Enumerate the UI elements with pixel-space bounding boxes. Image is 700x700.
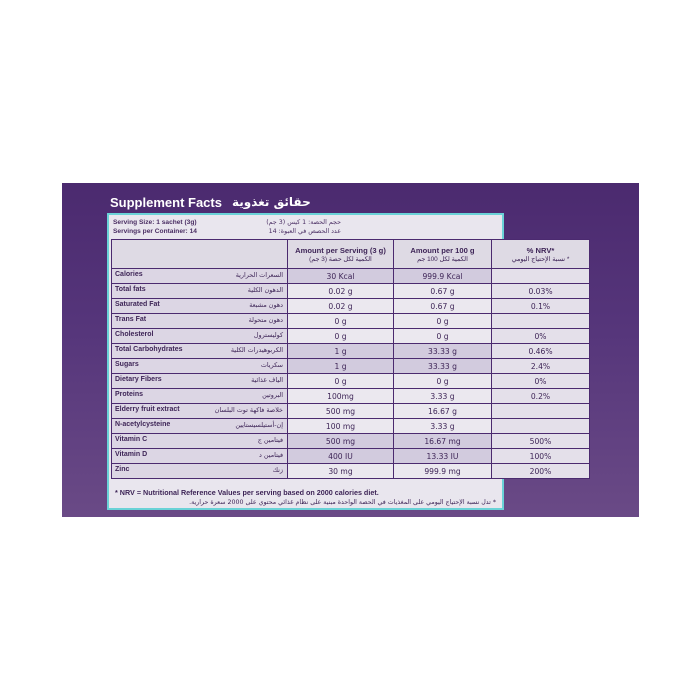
- nutrient-cell: [112, 299, 288, 314]
- title-english: Supplement Facts: [110, 194, 222, 210]
- nrv-percent: 100%: [492, 449, 590, 464]
- amount-per-100g: 13.33 IU: [394, 449, 492, 464]
- nutrient-cell: [112, 434, 288, 449]
- nrv-percent: [492, 269, 590, 284]
- amount-per-serving: 30 Kcal: [288, 269, 394, 284]
- facts-sheet: [107, 213, 570, 510]
- nutrient-name-ar: دهون مشبعة: [249, 301, 283, 309]
- nutrient-name-ar: فيتامين ج: [257, 436, 283, 444]
- nutrient-name-en: Total Carbohydrates: [115, 346, 183, 353]
- nutrient-cell: [112, 464, 288, 479]
- nutrient-cell: [112, 404, 288, 419]
- nutrient-name-ar: الدهون الكلية: [247, 286, 283, 294]
- nrv-percent: 500%: [492, 434, 590, 449]
- nutrient-name-ar: السعرات الحرارية: [235, 271, 283, 279]
- table-row: [112, 299, 590, 314]
- nutrient-name-en: Cholesterol: [115, 331, 154, 338]
- nutrient-cell: [112, 269, 288, 284]
- nutrient-cell: [112, 329, 288, 344]
- amount-per-100g: 3.33 g: [394, 419, 492, 434]
- header-per-100g-ar: الكمية لكل 100 جم: [417, 255, 468, 263]
- table-row: [112, 269, 590, 284]
- amount-per-serving: 100mg: [288, 389, 394, 404]
- table-row: [112, 404, 590, 419]
- amount-per-serving: 1 g: [288, 359, 394, 374]
- nutrient-name-en: Vitamin D: [115, 451, 148, 458]
- servings-per-container: Servings per Container: 14: [113, 228, 197, 235]
- nutrient-name-ar: زنك: [272, 466, 283, 474]
- nutrient-name-ar: سكريات: [260, 361, 283, 369]
- amount-per-100g: 0 g: [394, 314, 492, 329]
- table-row: [112, 464, 590, 479]
- amount-per-100g: 33.33 g: [394, 344, 492, 359]
- supplement-facts-panel: [62, 183, 639, 517]
- amount-per-100g: 999.9 mg: [394, 464, 492, 479]
- nrv-percent: 0%: [492, 374, 590, 389]
- header-per-serving-ar: الكمية لكل حصة (3 جم): [309, 255, 372, 263]
- nutrient-name-ar: خلاصة فاكهة توت البلسان: [214, 406, 283, 414]
- amount-per-serving: 500 mg: [288, 404, 394, 419]
- nrv-percent: 0.46%: [492, 344, 590, 359]
- nrv-percent: [492, 419, 590, 434]
- amount-per-100g: 0.67 g: [394, 284, 492, 299]
- nutrient-name-ar: دهون متحولة: [248, 316, 283, 324]
- servings-per-container-arabic: عدد الحصص في العبوة: 14: [268, 228, 341, 235]
- serving-info-arabic: [231, 218, 341, 236]
- header-per-serving: [288, 240, 394, 269]
- nutrient-name-ar: فيتامين د: [259, 451, 283, 459]
- amount-per-serving: 100 mg: [288, 419, 394, 434]
- amount-per-serving: 400 IU: [288, 449, 394, 464]
- table-header-row: [112, 240, 590, 269]
- nutrient-name-en: Trans Fat: [115, 316, 147, 323]
- serving-size-arabic: حجم الحصة: 1 كيس (3 جم): [266, 219, 341, 226]
- nutrient-name-en: Saturated Fat: [115, 301, 160, 308]
- nrv-percent: 0.2%: [492, 389, 590, 404]
- serving-size: Serving Size: 1 sachet (3g): [113, 219, 197, 226]
- amount-per-100g: 33.33 g: [394, 359, 492, 374]
- footnote-english: * NRV = Nutritional Reference Values per serving based on 2000 calories diet.: [115, 488, 379, 497]
- table-row: [112, 329, 590, 344]
- nutrient-cell: [112, 449, 288, 464]
- nutrient-cell: [112, 419, 288, 434]
- amount-per-serving: 0.02 g: [288, 299, 394, 314]
- nutrient-name-en: N-acetylcysteine: [115, 421, 171, 428]
- nrv-percent: 2.4%: [492, 359, 590, 374]
- title-row: [110, 191, 311, 213]
- nutrient-cell: [112, 359, 288, 374]
- nutrient-name-ar: إن-أستيلسيستايين: [235, 421, 283, 429]
- table-row: [112, 344, 590, 359]
- nrv-percent: [492, 314, 590, 329]
- nrv-percent: [492, 404, 590, 419]
- amount-per-100g: 0 g: [394, 374, 492, 389]
- nrv-percent: 0.03%: [492, 284, 590, 299]
- nutrient-name-ar: البروتين: [262, 391, 283, 399]
- amount-per-serving: 500 mg: [288, 434, 394, 449]
- table-row: [112, 374, 590, 389]
- header-nrv: [492, 240, 590, 269]
- amount-per-100g: 3.33 g: [394, 389, 492, 404]
- amount-per-serving: 1 g: [288, 344, 394, 359]
- nrv-percent: 0%: [492, 329, 590, 344]
- amount-per-serving: 0 g: [288, 329, 394, 344]
- table-row: [112, 449, 590, 464]
- amount-per-100g: 16.67 g: [394, 404, 492, 419]
- nutrient-name-en: Elderry fruit extract: [115, 406, 180, 413]
- nutrient-name-ar: الكربوهيدرات الكلية: [230, 346, 283, 354]
- nutrient-cell: [112, 284, 288, 299]
- nutrient-name-ar: الياف غذائية: [251, 376, 283, 384]
- nrv-percent: 200%: [492, 464, 590, 479]
- nutrient-name-en: Sugars: [115, 361, 139, 368]
- header-nutrient: [112, 240, 288, 269]
- amount-per-100g: 16.67 mg: [394, 434, 492, 449]
- title-arabic: حقائق تغذوية: [231, 195, 311, 209]
- table-row: [112, 284, 590, 299]
- header-per-100g-en: Amount per 100 g: [410, 245, 475, 255]
- table-row: [112, 389, 590, 404]
- nutrient-name-en: Calories: [115, 271, 143, 278]
- nutrient-name-en: Dietary Fibers: [115, 376, 162, 383]
- nutrient-cell: [112, 389, 288, 404]
- footnote-arabic: * تدل نسبة الإحتياج اليومي على المغذيات في الحصة الواحدة مبنية على نظام غذائي محتوي على 2000 سعرة حرارية.: [189, 499, 496, 506]
- header-per-serving-en: Amount per Serving (3 g): [295, 245, 386, 255]
- table-row: [112, 314, 590, 329]
- table-row: [112, 434, 590, 449]
- nutrient-name-en: Proteins: [115, 391, 144, 398]
- amount-per-100g: 0 g: [394, 329, 492, 344]
- header-nrv-ar: * نسبة الإحتياج اليومي: [511, 255, 570, 263]
- nutrient-name-en: Total fats: [115, 286, 146, 293]
- header-nrv-en: % NRV*: [526, 245, 555, 255]
- amount-per-100g: 0.67 g: [394, 299, 492, 314]
- nutrient-name-ar: كوليسترول: [253, 331, 283, 339]
- nutrient-name-en: Zinc: [115, 466, 130, 473]
- nutrient-name-en: Vitamin C: [115, 436, 148, 443]
- amount-per-100g: 999.9 Kcal: [394, 269, 492, 284]
- nutrition-table: [111, 239, 590, 479]
- nutrient-cell: [112, 314, 288, 329]
- nutrient-cell: [112, 344, 288, 359]
- header-per-100g: [394, 240, 492, 269]
- footnotes: [115, 488, 496, 506]
- nrv-percent: 0.1%: [492, 299, 590, 314]
- table-row: [112, 419, 590, 434]
- table-row: [112, 359, 590, 374]
- amount-per-serving: 0 g: [288, 374, 394, 389]
- amount-per-serving: 30 mg: [288, 464, 394, 479]
- amount-per-serving: 0.02 g: [288, 284, 394, 299]
- amount-per-serving: 0 g: [288, 314, 394, 329]
- nutrient-cell: [112, 374, 288, 389]
